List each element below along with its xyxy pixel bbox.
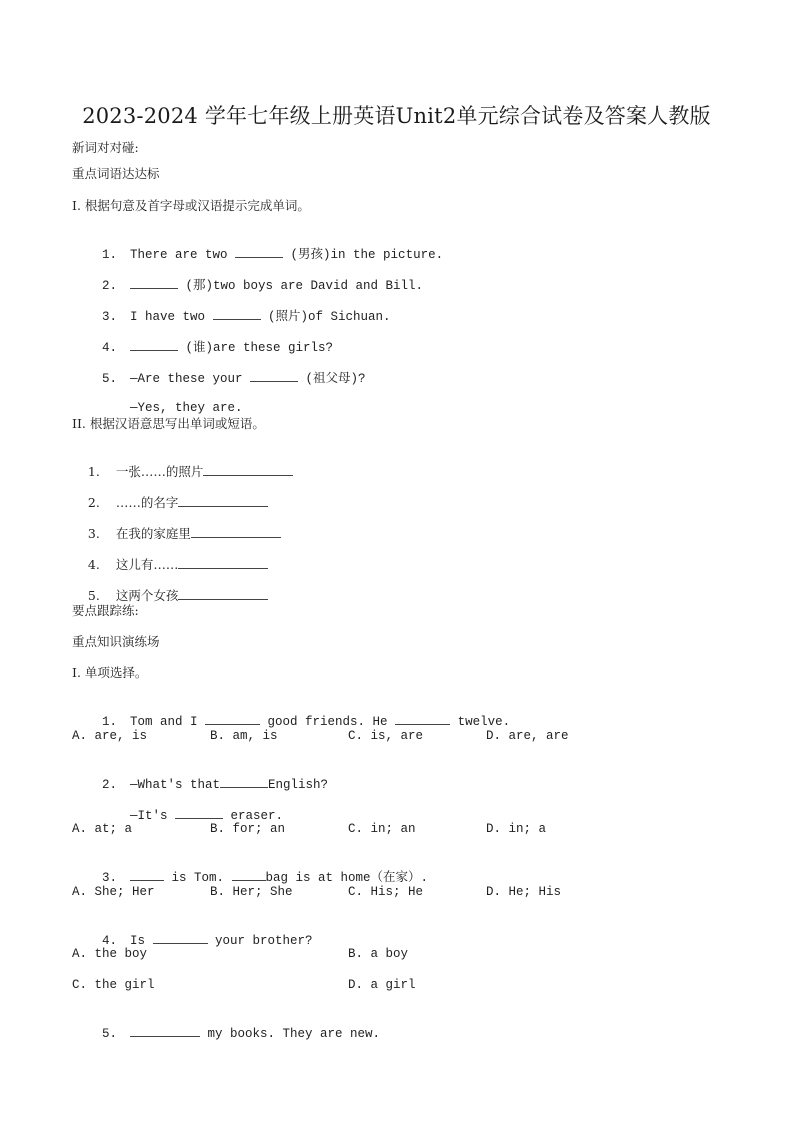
mc-question-4: 4. Is your brother?: [72, 915, 313, 965]
answer-blank[interactable]: [235, 245, 283, 258]
q2-option-c[interactable]: C. in; an: [348, 822, 416, 836]
q4-option-d[interactable]: D. a girl: [348, 978, 416, 992]
q2-option-d[interactable]: D. in; a: [486, 822, 547, 836]
mc-question-2: 2. —What's that English?: [72, 759, 328, 809]
section-heading-practice: 要点跟踪练:: [72, 603, 139, 618]
item-number: 4.: [102, 934, 118, 948]
part1-heading: I. 根据句意及首字母或汉语提示完成单词。: [72, 198, 310, 213]
mc-question-3: 3. is Tom. bag is at home（在家）.: [72, 852, 428, 902]
item-number: 5.: [102, 372, 118, 386]
item-number: 5.: [87, 588, 100, 603]
part1-item-2: 2. (那)two boys are David and Bill.: [72, 260, 423, 310]
item-number: 2.: [102, 778, 118, 792]
answer-blank[interactable]: [250, 369, 298, 382]
mc-question-2-line2: —It's eraser.: [72, 790, 283, 840]
part1-item-4: 4. (谁)are these girls?: [72, 322, 333, 372]
answer-blank[interactable]: [191, 525, 281, 538]
item-number: 4.: [102, 341, 118, 355]
q3-option-a[interactable]: A. She; Her: [72, 885, 155, 899]
q1-option-a[interactable]: A. are, is: [72, 729, 148, 743]
answer-blank[interactable]: [395, 712, 450, 725]
answer-blank[interactable]: [205, 712, 260, 725]
item-number: 5.: [102, 1027, 118, 1041]
item-number: 4.: [87, 557, 100, 572]
q3-option-c[interactable]: C. His; He: [348, 885, 424, 899]
answer-blank[interactable]: [130, 1024, 200, 1037]
part2-item-1: 1. 一张……的照片: [72, 447, 293, 496]
answer-blank[interactable]: [213, 307, 261, 320]
part2-item-5: 5. 这两个女孩: [72, 571, 268, 620]
answer-blank[interactable]: [175, 806, 223, 819]
q4-option-a[interactable]: A. the boy: [72, 947, 148, 961]
answer-blank[interactable]: [178, 587, 268, 600]
item-number: 3.: [102, 310, 118, 324]
part2-item-3: 3. 在我的家庭里: [72, 509, 281, 558]
part2-heading: II. 根据汉语意思写出单词或短语。: [72, 416, 265, 431]
section-heading-new-words: 新词对对碰:: [72, 140, 139, 155]
item-number: 3.: [102, 871, 118, 885]
q1-option-b[interactable]: B. am, is: [210, 729, 278, 743]
mc-question-1: 1. Tom and I good friends. He twelve.: [72, 696, 510, 746]
answer-blank[interactable]: [130, 338, 178, 351]
q1-option-c[interactable]: C. is, are: [348, 729, 424, 743]
part1-item-1: 1. There are two (男孩)in the picture.: [72, 229, 443, 279]
q2-option-a[interactable]: A. at; a: [72, 822, 133, 836]
answer-blank[interactable]: [178, 494, 268, 507]
item-number: 2.: [87, 495, 100, 510]
item-number: 1.: [102, 715, 118, 729]
part1-item-5-answer: —Yes, they are.: [130, 401, 243, 415]
q1-option-d[interactable]: D. are, are: [486, 729, 569, 743]
q2-option-b[interactable]: B. for; an: [210, 822, 286, 836]
item-number: 3.: [87, 526, 100, 541]
document-title: 2023-2024 学年七年级上册英语Unit2单元综合试卷及答案人教版: [82, 104, 711, 128]
answer-blank[interactable]: [130, 276, 178, 289]
item-number: 1.: [102, 248, 118, 262]
item-number: 1.: [87, 464, 100, 479]
part1-item-5: 5. —Are these your (祖父母)?: [72, 353, 366, 403]
section-subheading-key-words: 重点词语达达标: [72, 166, 160, 181]
section-subheading-knowledge: 重点知识演练场: [72, 634, 160, 649]
answer-blank[interactable]: [220, 775, 268, 788]
answer-blank[interactable]: [232, 868, 266, 881]
q4-option-b[interactable]: B. a boy: [348, 947, 409, 961]
q3-option-d[interactable]: D. He; His: [486, 885, 562, 899]
part3-heading: I. 单项选择。: [72, 665, 148, 680]
mc-question-5: 5. my books. They are new.: [72, 1008, 380, 1058]
answer-blank[interactable]: [203, 463, 293, 476]
answer-blank[interactable]: [130, 868, 164, 881]
item-number: 2.: [102, 279, 118, 293]
part2-item-4: 4. 这儿有……: [72, 540, 268, 589]
answer-blank[interactable]: [153, 931, 208, 944]
q4-option-c[interactable]: C. the girl: [72, 978, 155, 992]
part1-item-3: 3. I have two (照片)of Sichuan.: [72, 291, 391, 341]
part2-item-2: 2. ……的名字: [72, 478, 268, 527]
answer-blank[interactable]: [178, 556, 268, 569]
q3-option-b[interactable]: B. Her; She: [210, 885, 293, 899]
